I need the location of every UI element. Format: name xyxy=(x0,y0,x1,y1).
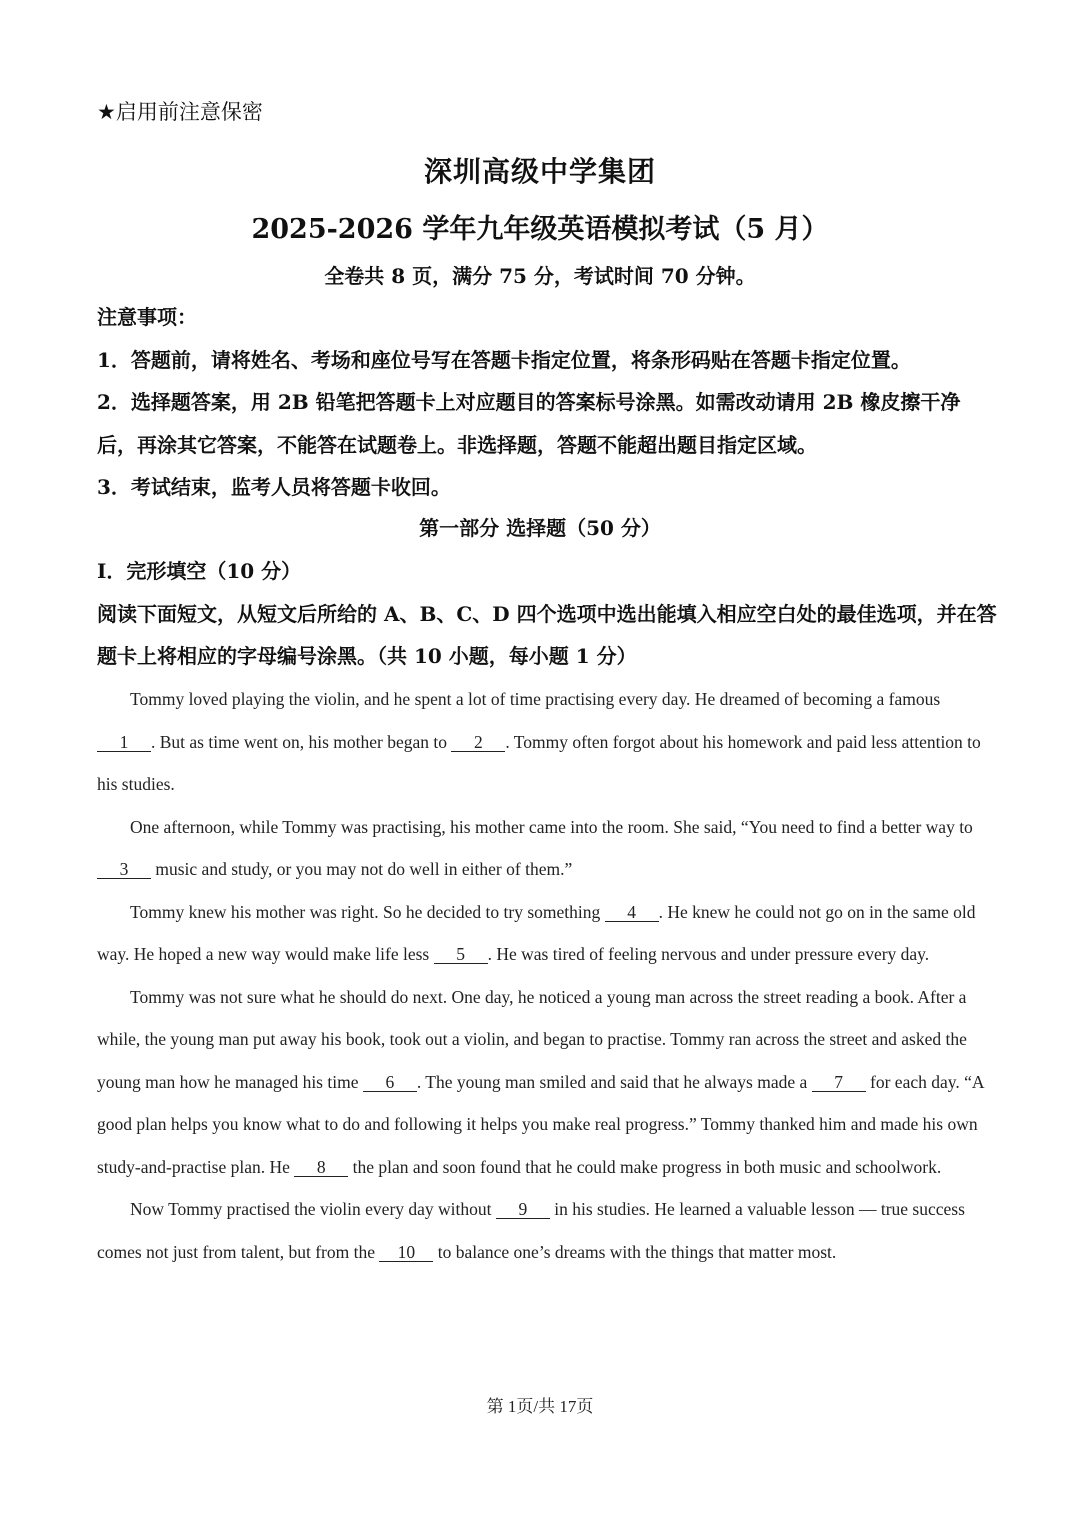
blank-9: 9 xyxy=(496,1200,550,1219)
exam-title: 2025-2026 学年九年级英语模拟考试（5 月） xyxy=(251,214,829,245)
blank-2: 2 xyxy=(451,733,505,752)
exam-info: 全卷共 8 页，满分 75 分，考试时间 70 分钟。 xyxy=(324,264,756,288)
passage-paragraph xyxy=(97,891,987,976)
blank-1: 1 xyxy=(97,733,151,752)
blank-6: 6 xyxy=(363,1073,417,1092)
passage-paragraph xyxy=(97,678,987,806)
notes-section xyxy=(97,296,997,509)
blank-3: 3 xyxy=(97,860,151,879)
blank-8: 8 xyxy=(294,1158,348,1177)
passage-text: One afternoon, while Tommy was practising, his mother came into the room. She said, “You need to find a better way to xyxy=(130,816,973,837)
school-name: 深圳高级中学集团 xyxy=(423,155,656,188)
passage-text: Now Tommy practised the violin every day without xyxy=(130,1199,496,1219)
confidential-notice: ★启用前注意保密 xyxy=(97,100,263,124)
notes-item: 2．选择题答案，用 2B 铅笔把答题卡上对应题目的答案标号涂黑。如需改动请用 2B 橡皮擦干净后，再涂其它答案，不能答在试题卷上。非选择题，答题不能超出题目指定区域。 xyxy=(97,390,961,457)
section-title: I．完形填空（10 分） xyxy=(97,559,302,583)
passage-text: Tommy knew his mother was right. So he decided to try something xyxy=(130,901,605,922)
passage-text: . The young man smiled and said that he always made a xyxy=(416,1071,812,1092)
part-heading: 第一部分 选择题（50 分） xyxy=(419,516,661,540)
blank-5: 5 xyxy=(434,945,488,964)
blank-10: 10 xyxy=(379,1243,433,1262)
section-instruction: 阅读下面短文，从短文后所给的 A、B、C、D 四个选项中选出能填入相应空白处的最佳选项，并在答题卡上将相应的字母编号涂黑。（共 10 小题，每小题 1 分） xyxy=(97,601,997,668)
passage-text: for each day. “A good plan helps you know what to do and following it helps you make real progress.” Tommy thanked him and made his own study-and-practise plan. He xyxy=(97,1071,984,1177)
notes-item: 3．考试结束，监考人员将答题卡收回。 xyxy=(97,475,451,499)
passage-text: music and study, or you may not do well in either of them.” xyxy=(151,859,573,879)
passage-paragraph xyxy=(97,806,987,891)
passage-text: the plan and soon found that he could make progress in both music and schoolwork. xyxy=(348,1156,942,1177)
passage-paragraph xyxy=(97,1188,987,1273)
passage-text: Tommy loved playing the violin, and he spent a lot of time practising every day. He dreamed of becoming a famous xyxy=(130,689,941,709)
cloze-section-header xyxy=(97,550,997,678)
notes-heading: 注意事项： xyxy=(97,305,197,329)
passage-text: . He was tired of feeling nervous and under pressure every day. xyxy=(487,944,930,964)
blank-4: 4 xyxy=(605,903,659,922)
passage-text: to balance one’s dreams with the things that matter most. xyxy=(433,1241,837,1262)
passage-text: . He knew he could not go on in the same old way. He hoped a new way would make life less xyxy=(97,901,976,964)
notes-item: 1．答题前，请将姓名、考场和座位号写在答题卡指定位置，将条形码贴在答题卡指定位置。 xyxy=(97,347,911,372)
passage-text: in his studies. He learned a valuable lesson — true success comes not just from talent, but from the xyxy=(97,1199,965,1262)
passage-text: . Tommy often forgot about his homework and paid less attention to his studies. xyxy=(97,731,981,794)
passage-text: . But as time went on, his mother began to xyxy=(151,731,452,752)
blank-7: 7 xyxy=(812,1073,866,1092)
cloze-passage xyxy=(97,678,987,1273)
page-footer: 第 1页/共 17页 xyxy=(486,1397,594,1416)
passage-paragraph xyxy=(97,976,987,1189)
passage-text: Tommy was not sure what he should do next. One day, he noticed a young man across the street reading a book. After a while, the young man put away his book, took out a violin, and began to practise. Tommy ran across the street and asked the young man how he managed his time xyxy=(97,986,967,1092)
